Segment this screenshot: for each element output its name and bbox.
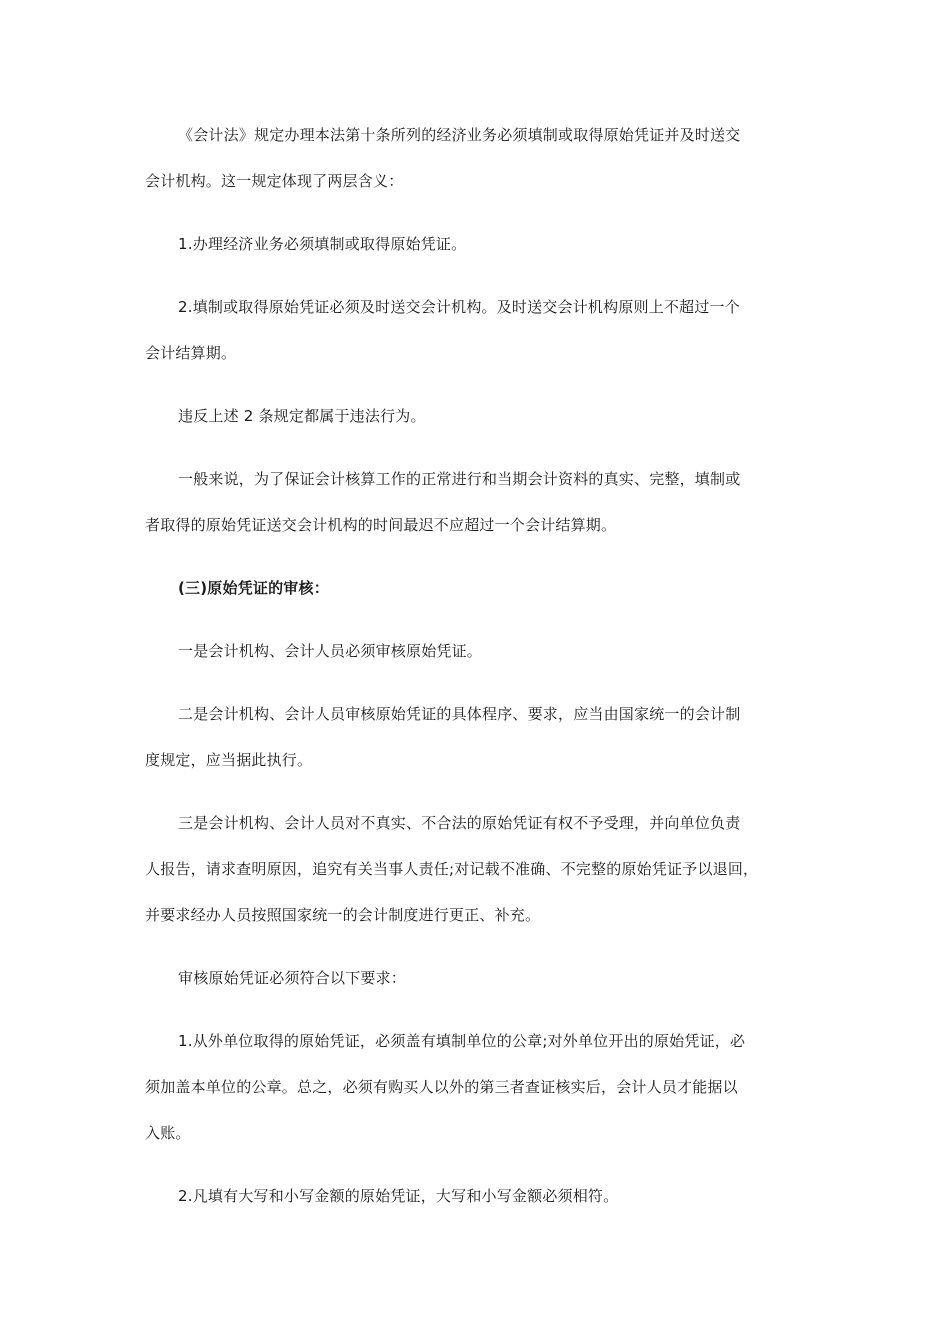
paragraph-8	[145, 691, 815, 783]
paragraph-9	[145, 800, 815, 938]
text-line: 1.从外单位取得的原始凭证，必须盖有填制单位的公章;对外单位开出的原始凭证，必	[178, 1032, 746, 1050]
text-line: 2.凡填有大写和小写金额的原始凭证，大写和小写金额必须相符。	[178, 1187, 619, 1205]
text-line: 2.填制或取得原始凭证必须及时送交会计机构。及时送交会计机构原则上不超过一个	[178, 298, 740, 316]
text-line: 者取得的原始凭证送交会计机构的时间最迟不应超过一个会计结算期。	[145, 516, 617, 534]
text-line: 二是会计机构、会计人员审核原始凭证的具体程序、要求，应当由国家统一的会计制	[178, 705, 741, 723]
text-line: 1.办理经济业务必须填制或取得原始凭证。	[178, 235, 467, 253]
text-line: 人报告，请求查明原因，追究有关当事人责任;对记载不准确、不完整的原始凭证予以退回，	[145, 860, 759, 878]
paragraph-12	[145, 1173, 815, 1219]
paragraph-1	[145, 112, 815, 204]
heading-text: (三)原始凭证的审核：	[178, 579, 329, 597]
text-line: 一般来说，为了保证会计核算工作的正常进行和当期会计资料的真实、完整，填制或	[178, 470, 741, 488]
paragraph-2	[145, 221, 815, 267]
text-line: 须加盖本单位的公章。总之，必须有购买人以外的第三者查证核实后，会计人员才能据以	[145, 1078, 738, 1096]
paragraph-7	[145, 628, 815, 674]
text-line: 会计结算期。	[145, 344, 237, 362]
text-line: 三是会计机构、会计人员对不真实、不合法的原始凭证有权不予受理，并向单位负责	[178, 814, 741, 832]
paragraph-11	[145, 1018, 815, 1156]
text-line: 会计机构。这一规定体现了两层含义：	[145, 172, 404, 190]
section-heading	[145, 565, 815, 611]
paragraph-10	[145, 955, 815, 1001]
text-line: 《会计法》规定办理本法第十条所列的经济业务必须填制或取得原始凭证并及时送交	[178, 126, 741, 144]
text-line: 审核原始凭证必须符合以下要求：	[178, 969, 407, 987]
paragraph-5	[145, 456, 815, 548]
text-line: 一是会计机构、会计人员必须审核原始凭证。	[178, 642, 483, 660]
paragraph-3	[145, 284, 815, 376]
text-line: 并要求经办人员按照国家统一的会计制度进行更正、补充。	[145, 906, 541, 924]
paragraph-4	[145, 393, 815, 439]
text-line: 违反上述 2 条规定都属于违法行为。	[178, 407, 426, 425]
document-body	[145, 112, 815, 1236]
text-line: 入账。	[145, 1124, 191, 1142]
text-line: 度规定，应当据此执行。	[145, 751, 313, 769]
